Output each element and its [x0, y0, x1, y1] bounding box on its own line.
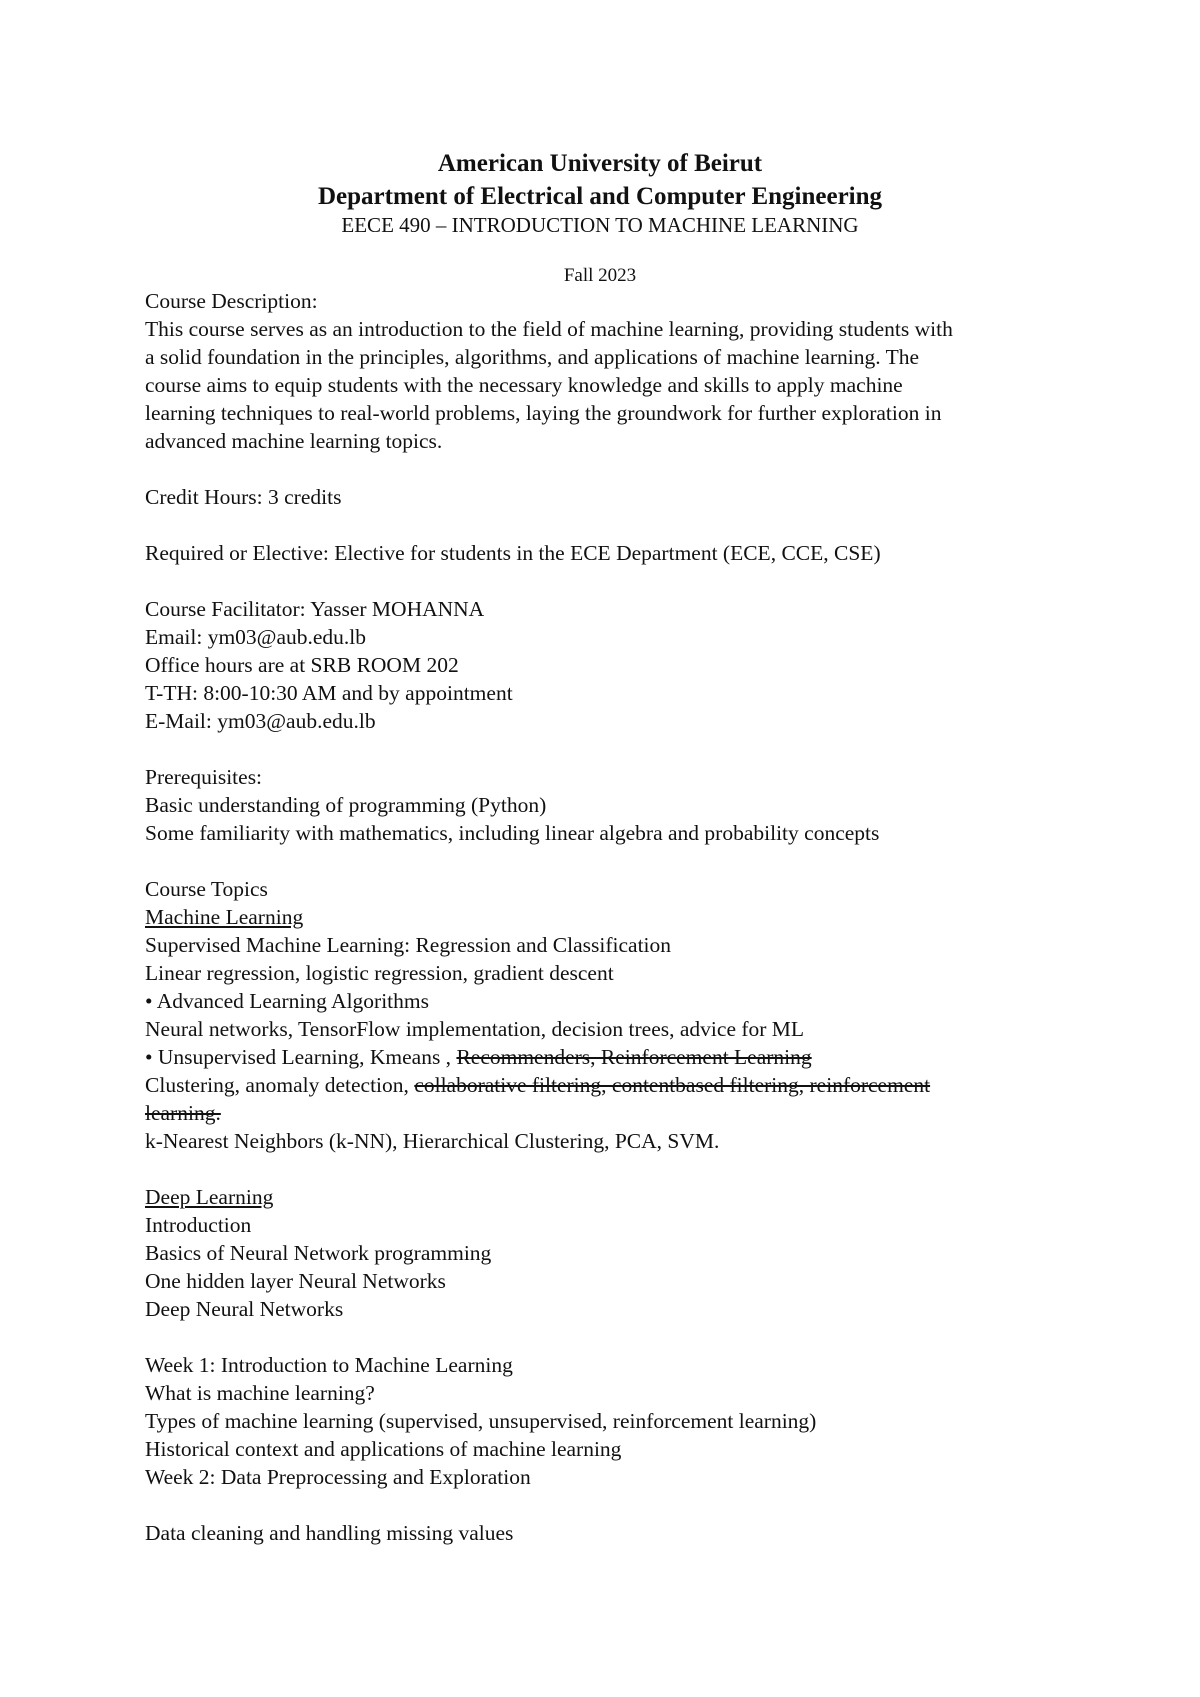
course-title: EECE 490 – INTRODUCTION TO MACHINE LEARNING [341, 213, 859, 237]
ml-topic-text: • Unsupervised Learning, Kmeans , [145, 1045, 457, 1069]
week-item: Historical context and applications of machine learning [145, 1437, 622, 1461]
course-term: Fall 2023 [563, 265, 637, 286]
week-item: Types of machine learning (supervised, unsupervised, reinforcement learning) [145, 1409, 817, 1433]
prerequisite-item: Basic understanding of programming (Python) [145, 793, 547, 817]
ml-topic-line [145, 1099, 1080, 1127]
dl-topic-line: Deep Neural Networks [145, 1297, 344, 1321]
ml-topic-line [145, 1071, 1080, 1099]
required-or-elective: Required or Elective: Elective for students in the ECE Department (ECE, CCE, CSE) [145, 541, 881, 565]
department-name: Department of Electrical and Computer Engineering [317, 183, 883, 210]
week-2-title: Week 2: Data Preprocessing and Exploration [145, 1465, 531, 1489]
description-line: This course serves as an introduction to the field of machine learning, providing students with [145, 317, 953, 341]
ml-topic-line: • Advanced Learning Algorithms [145, 989, 429, 1013]
week-item: What is machine learning? [145, 1381, 375, 1405]
struck-topic-text: Recommenders, Reinforcement Learning [456, 1045, 812, 1069]
dl-topic-line: Basics of Neural Network programming [145, 1241, 492, 1265]
dl-topic-line: Introduction [145, 1213, 252, 1237]
university-name: American University of Beirut [437, 150, 763, 177]
struck-topic-text: learning. [145, 1101, 221, 1125]
topics-label: Course Topics [145, 877, 268, 901]
description-label: Course Description: [145, 289, 318, 313]
office-hours: T-TH: 8:00-10:30 AM and by appointment [145, 681, 513, 705]
office-location: Office hours are at SRB ROOM 202 [145, 653, 459, 677]
description-line: a solid foundation in the principles, algorithms, and applications of machine learning. The [145, 345, 920, 369]
description-line: learning techniques to real-world problems, laying the groundwork for further exploration in [145, 401, 942, 425]
facilitator-name: Course Facilitator: Yasser MOHANNA [145, 597, 485, 621]
week-item: Data cleaning and handling missing values [145, 1521, 514, 1545]
dl-topic-line: One hidden layer Neural Networks [145, 1269, 446, 1293]
ml-topic-line: Linear regression, logistic regression, gradient descent [145, 961, 614, 985]
ml-topic-line: k-Nearest Neighbors (k-NN), Hierarchical Clustering, PCA, SVM. [145, 1129, 720, 1153]
prerequisite-item: Some familiarity with mathematics, including linear algebra and probability concepts [145, 821, 880, 845]
description-line: advanced machine learning topics. [145, 429, 443, 453]
struck-topic-text: collaborative filtering, contentbased filtering, reinforcement [414, 1073, 931, 1097]
facilitator-email-alt: E-Mail: ym03@aub.edu.lb [145, 709, 376, 733]
ml-topic-text: Clustering, anomaly detection, [145, 1073, 415, 1097]
week-1-title: Week 1: Introduction to Machine Learning [145, 1353, 513, 1377]
credit-hours: Credit Hours: 3 credits [145, 485, 342, 509]
ml-heading: Machine Learning [145, 905, 304, 929]
dl-heading: Deep Learning [145, 1185, 274, 1209]
syllabus-body [145, 287, 1080, 1547]
ml-topic-line [145, 1043, 1080, 1071]
ml-topic-line: Neural networks, TensorFlow implementation, decision trees, advice for ML [145, 1017, 805, 1041]
ml-topic-line: Supervised Machine Learning: Regression and Classification [145, 933, 672, 957]
prerequisites-label: Prerequisites: [145, 765, 263, 789]
description-line: course aims to equip students with the necessary knowledge and skills to apply machine [145, 373, 903, 397]
facilitator-email: Email: ym03@aub.edu.lb [145, 625, 367, 649]
